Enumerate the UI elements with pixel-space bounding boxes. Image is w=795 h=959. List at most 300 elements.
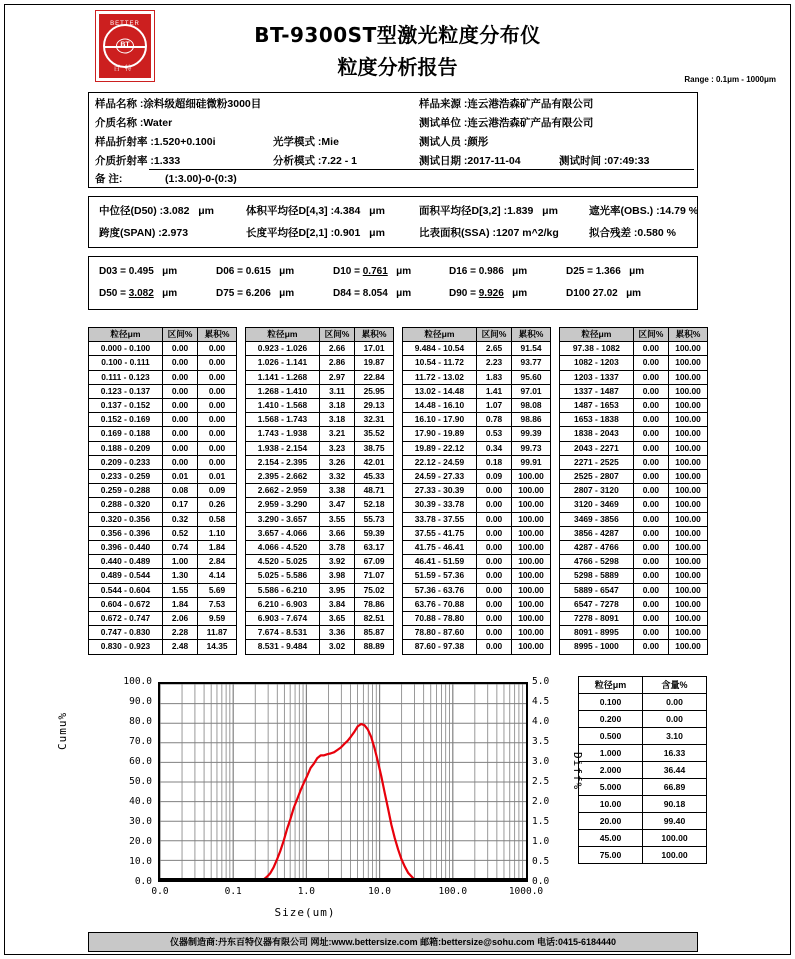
table-cell: 0.169 - 0.188 bbox=[89, 427, 163, 441]
summary-cell: 100.00 bbox=[643, 830, 707, 847]
table-header-row bbox=[89, 328, 237, 342]
table-cell: 100.00 bbox=[512, 512, 551, 526]
summary-cell: 0.100 bbox=[579, 694, 643, 711]
d84-label: D84 = bbox=[333, 288, 363, 299]
d75-label: D75 = bbox=[216, 288, 246, 299]
table-cell: 4.520 - 5.025 bbox=[246, 555, 320, 569]
column-header-cumulative: 累积% bbox=[198, 328, 237, 342]
y-tick-left: 20.0 bbox=[129, 836, 152, 847]
d10-value: 0.761 bbox=[362, 266, 388, 277]
table-cell: 55.73 bbox=[355, 512, 394, 526]
table-cell: 100.00 bbox=[512, 541, 551, 555]
d10-unit: μm bbox=[396, 266, 412, 277]
table-cell: 100.00 bbox=[512, 597, 551, 611]
table-cell: 100.00 bbox=[512, 626, 551, 640]
table-cell: 37.55 - 41.75 bbox=[403, 526, 477, 540]
table-cell: 100.00 bbox=[669, 626, 708, 640]
table-row bbox=[403, 640, 551, 654]
table-cell: 0.00 bbox=[633, 555, 668, 569]
table-cell: 0.00 bbox=[162, 427, 197, 441]
table-row bbox=[246, 569, 394, 583]
d-value-d75 bbox=[216, 285, 294, 303]
d84-value: 8.054 bbox=[362, 288, 388, 299]
table-cell: 0.00 bbox=[633, 626, 668, 640]
column-header-size: 粒径μm bbox=[246, 328, 320, 342]
table-cell: 0.137 - 0.152 bbox=[89, 399, 163, 413]
table-row bbox=[560, 612, 708, 626]
table-cell: 2.66 bbox=[319, 342, 354, 356]
test-date: 测试日期 :2017-11-04 bbox=[419, 155, 521, 167]
table-cell: 3856 - 4287 bbox=[560, 526, 634, 540]
table-cell: 63.17 bbox=[355, 541, 394, 555]
table-cell: 0.259 - 0.288 bbox=[89, 484, 163, 498]
table-row bbox=[403, 399, 551, 413]
table-row bbox=[403, 498, 551, 512]
table-cell: 19.89 - 22.12 bbox=[403, 441, 477, 455]
table-cell: 17.01 bbox=[355, 342, 394, 356]
column-header-cumulative: 累积% bbox=[355, 328, 394, 342]
table-cell: 0.00 bbox=[198, 413, 237, 427]
d84-unit: μm bbox=[396, 288, 412, 299]
d21-unit: μm bbox=[369, 227, 385, 239]
table-cell: 0.01 bbox=[162, 470, 197, 484]
table-cell: 100.00 bbox=[669, 441, 708, 455]
d90-unit: μm bbox=[512, 288, 528, 299]
table-cell: 0.000 - 0.100 bbox=[89, 342, 163, 356]
summary-cell: 66.89 bbox=[643, 779, 707, 796]
table-cell: 0.09 bbox=[476, 470, 511, 484]
table-cell: 3.55 bbox=[319, 512, 354, 526]
y-tick-left: 100.0 bbox=[123, 676, 152, 687]
table-row bbox=[89, 512, 237, 526]
remark-value: (1:3.00)-0-(0:3) bbox=[165, 173, 237, 185]
fitting-residual: 拟合残差 :0.580 % bbox=[589, 227, 676, 239]
table-cell: 1.10 bbox=[198, 526, 237, 540]
table-cell: 0.00 bbox=[162, 413, 197, 427]
table-cell: 1.410 - 1.568 bbox=[246, 399, 320, 413]
table-cell: 0.923 - 1.026 bbox=[246, 342, 320, 356]
table-cell: 42.01 bbox=[355, 455, 394, 469]
table-cell: 27.33 - 30.39 bbox=[403, 484, 477, 498]
table-cell: 1.84 bbox=[162, 597, 197, 611]
table-cell: 6.903 - 7.674 bbox=[246, 612, 320, 626]
table-cell: 32.31 bbox=[355, 413, 394, 427]
table-cell: 3.11 bbox=[319, 384, 354, 398]
table-cell: 1082 - 1203 bbox=[560, 356, 634, 370]
column-header-cumulative: 累积% bbox=[669, 328, 708, 342]
table-cell: 3.78 bbox=[319, 541, 354, 555]
summary-cell: 90.18 bbox=[643, 796, 707, 813]
table-row bbox=[560, 470, 708, 484]
table-cell: 95.60 bbox=[512, 370, 551, 384]
y-tick-right: 0.5 bbox=[532, 856, 550, 867]
table-row bbox=[560, 569, 708, 583]
table-cell: 0.00 bbox=[633, 484, 668, 498]
table-cell: 100.00 bbox=[669, 342, 708, 356]
table-cell: 5298 - 5889 bbox=[560, 569, 634, 583]
span-value: 跨度(SPAN) :2.973 bbox=[99, 227, 189, 239]
table-cell: 78.86 bbox=[355, 597, 394, 611]
table-row bbox=[246, 399, 394, 413]
table-cell: 100.00 bbox=[512, 583, 551, 597]
sample-name: 样品名称 :涂料级超细硅微粉3000目 bbox=[95, 98, 262, 110]
table-cell: 100.00 bbox=[669, 569, 708, 583]
table-cell: 2807 - 3120 bbox=[560, 484, 634, 498]
table-row bbox=[560, 484, 708, 498]
table-row bbox=[246, 555, 394, 569]
table-cell: 5.025 - 5.586 bbox=[246, 569, 320, 583]
remark-label: 备 注: bbox=[95, 173, 123, 185]
table-cell: 0.00 bbox=[476, 512, 511, 526]
table-cell: 14.35 bbox=[198, 640, 237, 654]
table-row bbox=[403, 370, 551, 384]
table-cell: 0.00 bbox=[476, 569, 511, 583]
table-row bbox=[403, 441, 551, 455]
table-row bbox=[560, 356, 708, 370]
table-cell: 0.00 bbox=[633, 526, 668, 540]
table-cell: 97.01 bbox=[512, 384, 551, 398]
table-cell: 0.440 - 0.489 bbox=[89, 555, 163, 569]
table-cell: 3.92 bbox=[319, 555, 354, 569]
table-cell: 3120 - 3469 bbox=[560, 498, 634, 512]
table-row bbox=[560, 512, 708, 526]
table-row bbox=[89, 441, 237, 455]
table-cell: 100.00 bbox=[669, 498, 708, 512]
table-cell: 1.07 bbox=[476, 399, 511, 413]
table-row bbox=[246, 370, 394, 384]
table-cell: 9.484 - 10.54 bbox=[403, 342, 477, 356]
summary-row bbox=[579, 796, 707, 813]
table-cell: 1.55 bbox=[162, 583, 197, 597]
logo-top-text: BETTER bbox=[110, 21, 140, 27]
d25-unit: μm bbox=[629, 266, 645, 277]
table-cell: 1.00 bbox=[162, 555, 197, 569]
summary-cell: 5.000 bbox=[579, 779, 643, 796]
table-cell: 0.00 bbox=[162, 399, 197, 413]
table-cell: 2043 - 2271 bbox=[560, 441, 634, 455]
column-header-size: 粒径μm bbox=[89, 328, 163, 342]
table-cell: 3.66 bbox=[319, 526, 354, 540]
median-diameter-d50 bbox=[99, 202, 214, 220]
table-row bbox=[560, 583, 708, 597]
table-cell: 0.00 bbox=[633, 413, 668, 427]
table-cell: 78.80 - 87.60 bbox=[403, 626, 477, 640]
d50-unit2: μm bbox=[162, 288, 178, 299]
d100-unit: μm bbox=[626, 288, 642, 299]
table-cell: 0.00 bbox=[162, 455, 197, 469]
summary-cell: 16.33 bbox=[643, 745, 707, 762]
table-cell: 13.02 - 14.48 bbox=[403, 384, 477, 398]
summary-header-content: 含量% bbox=[643, 677, 707, 694]
summary-cell: 2.000 bbox=[579, 762, 643, 779]
table-cell: 82.51 bbox=[355, 612, 394, 626]
table-cell: 100.00 bbox=[669, 640, 708, 654]
table-cell: 0.17 bbox=[162, 498, 197, 512]
table-cell: 0.00 bbox=[162, 441, 197, 455]
d43-unit: μm bbox=[369, 205, 385, 217]
d50-unit: μm bbox=[198, 205, 214, 217]
summary-cell: 45.00 bbox=[579, 830, 643, 847]
medium-name: 介质名称 :Water bbox=[95, 117, 173, 129]
table-cell: 100.00 bbox=[669, 597, 708, 611]
table-cell: 3.21 bbox=[319, 427, 354, 441]
table-row bbox=[89, 356, 237, 370]
table-row bbox=[89, 612, 237, 626]
table-row bbox=[246, 427, 394, 441]
table-cell: 22.84 bbox=[355, 370, 394, 384]
table-cell: 57.36 - 63.76 bbox=[403, 583, 477, 597]
table-cell: 100.00 bbox=[669, 399, 708, 413]
table-cell: 1203 - 1337 bbox=[560, 370, 634, 384]
table-cell: 0.00 bbox=[633, 597, 668, 611]
table-cell: 88.89 bbox=[355, 640, 394, 654]
table-cell: 100.00 bbox=[669, 583, 708, 597]
table-cell: 0.34 bbox=[476, 441, 511, 455]
d75-unit: μm bbox=[279, 288, 295, 299]
y-tick-left: 0.0 bbox=[134, 876, 152, 887]
table-cell: 35.52 bbox=[355, 427, 394, 441]
table-row bbox=[403, 413, 551, 427]
table-cell: 2.84 bbox=[198, 555, 237, 569]
table-cell: 1.938 - 2.154 bbox=[246, 441, 320, 455]
table-cell: 0.00 bbox=[198, 427, 237, 441]
table-row bbox=[246, 583, 394, 597]
column-header-interval: 区间% bbox=[476, 328, 511, 342]
distribution-table-4 bbox=[559, 327, 708, 655]
table-cell: 11.72 - 13.02 bbox=[403, 370, 477, 384]
x-tick: 0.1 bbox=[224, 886, 242, 897]
summary-cell: 75.00 bbox=[579, 847, 643, 864]
report-title-line1: BT-9300ST型激光粒度分布仪 bbox=[254, 23, 541, 47]
table-cell: 0.00 bbox=[198, 399, 237, 413]
table-cell: 100.00 bbox=[669, 526, 708, 540]
table-cell: 24.59 - 27.33 bbox=[403, 470, 477, 484]
summary-table bbox=[578, 676, 707, 864]
table-cell: 91.54 bbox=[512, 342, 551, 356]
summary-row bbox=[579, 694, 707, 711]
table-cell: 3.657 - 4.066 bbox=[246, 526, 320, 540]
table-cell: 1487 - 1653 bbox=[560, 399, 634, 413]
table-cell: 59.39 bbox=[355, 526, 394, 540]
table-cell: 0.00 bbox=[633, 612, 668, 626]
x-tick: 100.0 bbox=[438, 886, 468, 897]
table-cell: 93.77 bbox=[512, 356, 551, 370]
d100-label: D100 bbox=[566, 288, 593, 299]
d-value-d03 bbox=[99, 263, 177, 281]
table-cell: 0.00 bbox=[633, 342, 668, 356]
table-cell: 100.00 bbox=[669, 384, 708, 398]
table-cell: 3.23 bbox=[319, 441, 354, 455]
table-row bbox=[403, 526, 551, 540]
table-cell: 2.48 bbox=[162, 640, 197, 654]
table-cell: 0.53 bbox=[476, 427, 511, 441]
table-row bbox=[403, 470, 551, 484]
table-row bbox=[246, 612, 394, 626]
table-cell: 46.41 - 51.59 bbox=[403, 555, 477, 569]
table-cell: 25.95 bbox=[355, 384, 394, 398]
table-cell: 0.32 bbox=[162, 512, 197, 526]
table-row bbox=[246, 455, 394, 469]
table-cell: 3.18 bbox=[319, 413, 354, 427]
table-cell: 1.268 - 1.410 bbox=[246, 384, 320, 398]
table-cell: 52.18 bbox=[355, 498, 394, 512]
optical-model: 光学模式 :Mie bbox=[273, 136, 339, 148]
y-tick-left: 60.0 bbox=[129, 756, 152, 767]
table-cell: 100.00 bbox=[669, 555, 708, 569]
table-cell: 0.489 - 0.544 bbox=[89, 569, 163, 583]
table-cell: 100.00 bbox=[669, 413, 708, 427]
column-header-interval: 区间% bbox=[319, 328, 354, 342]
table-row bbox=[246, 498, 394, 512]
table-cell: 2271 - 2525 bbox=[560, 455, 634, 469]
table-cell: 1.41 bbox=[476, 384, 511, 398]
summary-row bbox=[579, 745, 707, 762]
y-tick-right: 5.0 bbox=[532, 676, 550, 687]
x-tick: 10.0 bbox=[368, 886, 392, 897]
table-cell: 1.026 - 1.141 bbox=[246, 356, 320, 370]
summary-cell: 3.10 bbox=[643, 728, 707, 745]
table-cell: 5.586 - 6.210 bbox=[246, 583, 320, 597]
table-cell: 100.00 bbox=[669, 356, 708, 370]
table-cell: 3.84 bbox=[319, 597, 354, 611]
table-cell: 99.91 bbox=[512, 455, 551, 469]
table-row bbox=[403, 597, 551, 611]
table-cell: 2.86 bbox=[319, 356, 354, 370]
tester-name: 测试人员 :颜彤 bbox=[419, 136, 489, 148]
table-cell: 0.00 bbox=[162, 370, 197, 384]
distribution-tables bbox=[88, 327, 708, 655]
y-tick-right: 0.0 bbox=[532, 876, 550, 887]
d16-value: 0.986 bbox=[478, 266, 504, 277]
table-row bbox=[403, 455, 551, 469]
table-cell: 0.09 bbox=[198, 484, 237, 498]
table-cell: 0.26 bbox=[198, 498, 237, 512]
y-tick-right: 4.0 bbox=[532, 716, 550, 727]
table-row bbox=[403, 569, 551, 583]
table-cell: 2.23 bbox=[476, 356, 511, 370]
summary-cell: 0.00 bbox=[643, 711, 707, 728]
table-cell: 4.066 - 4.520 bbox=[246, 541, 320, 555]
table-cell: 100.00 bbox=[669, 612, 708, 626]
table-cell: 100.00 bbox=[512, 484, 551, 498]
y-tick-right: 3.0 bbox=[532, 756, 550, 767]
analysis-model: 分析模式 :7.22 - 1 bbox=[273, 155, 358, 167]
summary-cell: 0.500 bbox=[579, 728, 643, 745]
table-cell: 3.02 bbox=[319, 640, 354, 654]
table-row bbox=[403, 583, 551, 597]
table-row bbox=[246, 356, 394, 370]
column-header-size: 粒径μm bbox=[560, 328, 634, 342]
table-cell: 0.00 bbox=[633, 455, 668, 469]
table-row bbox=[89, 498, 237, 512]
table-cell: 3.47 bbox=[319, 498, 354, 512]
table-cell: 8995 - 1000 bbox=[560, 640, 634, 654]
y-tick-left: 50.0 bbox=[129, 776, 152, 787]
table-cell: 3.290 - 3.657 bbox=[246, 512, 320, 526]
d50-value: 3.082 bbox=[128, 288, 154, 299]
d10-label: D10 = bbox=[333, 266, 363, 277]
table-header-row bbox=[560, 328, 708, 342]
sample-refractive-index: 样品折射率 :1.520+0.100i bbox=[95, 136, 216, 148]
table-row bbox=[246, 470, 394, 484]
table-row bbox=[560, 384, 708, 398]
table-row bbox=[89, 597, 237, 611]
table-row bbox=[560, 455, 708, 469]
table-cell: 0.58 bbox=[198, 512, 237, 526]
table-cell: 0.356 - 0.396 bbox=[89, 526, 163, 540]
summary-cell: 0.00 bbox=[643, 694, 707, 711]
table-cell: 3.36 bbox=[319, 626, 354, 640]
table-cell: 0.100 - 0.111 bbox=[89, 356, 163, 370]
table-row bbox=[89, 370, 237, 384]
table-cell: 0.00 bbox=[198, 384, 237, 398]
table-cell: 100.00 bbox=[669, 427, 708, 441]
d90-label: D90 = bbox=[449, 288, 479, 299]
table-row bbox=[246, 526, 394, 540]
table-cell: 1653 - 1838 bbox=[560, 413, 634, 427]
table-row bbox=[560, 597, 708, 611]
logo-bottom-text: 百特 bbox=[113, 65, 137, 72]
table-cell: 100.00 bbox=[512, 640, 551, 654]
table-cell: 16.10 - 17.90 bbox=[403, 413, 477, 427]
table-cell: 0.78 bbox=[476, 413, 511, 427]
table-row bbox=[89, 569, 237, 583]
d06-value: 0.615 bbox=[245, 266, 271, 277]
x-tick: 0.0 bbox=[151, 886, 169, 897]
table-cell: 0.830 - 0.923 bbox=[89, 640, 163, 654]
table-cell: 0.209 - 0.233 bbox=[89, 455, 163, 469]
table-cell: 0.00 bbox=[476, 541, 511, 555]
table-cell: 0.00 bbox=[198, 370, 237, 384]
table-cell: 2.662 - 2.959 bbox=[246, 484, 320, 498]
table-cell: 98.86 bbox=[512, 413, 551, 427]
table-row bbox=[560, 498, 708, 512]
summary-header-row bbox=[579, 677, 707, 694]
y-tick-right: 4.5 bbox=[532, 696, 550, 707]
table-cell: 99.73 bbox=[512, 441, 551, 455]
table-row bbox=[246, 640, 394, 654]
table-cell: 6547 - 7278 bbox=[560, 597, 634, 611]
table-row bbox=[246, 597, 394, 611]
table-cell: 0.00 bbox=[476, 484, 511, 498]
table-cell: 17.90 - 19.89 bbox=[403, 427, 477, 441]
table-row bbox=[89, 555, 237, 569]
summary-cell: 99.40 bbox=[643, 813, 707, 830]
table-row bbox=[403, 342, 551, 356]
chart-svg bbox=[160, 684, 526, 880]
table-cell: 0.00 bbox=[633, 370, 668, 384]
table-cell: 0.00 bbox=[633, 399, 668, 413]
distribution-table-2 bbox=[245, 327, 394, 655]
x-tick: 1.0 bbox=[297, 886, 315, 897]
table-cell: 100.00 bbox=[512, 555, 551, 569]
d-value-d100 bbox=[566, 285, 641, 303]
table-cell: 2525 - 2807 bbox=[560, 470, 634, 484]
table-cell: 0.288 - 0.320 bbox=[89, 498, 163, 512]
table-cell: 0.00 bbox=[476, 555, 511, 569]
table-cell: 51.59 - 57.36 bbox=[403, 569, 477, 583]
table-cell: 3.98 bbox=[319, 569, 354, 583]
table-cell: 0.00 bbox=[633, 470, 668, 484]
table-row bbox=[246, 384, 394, 398]
table-cell: 0.00 bbox=[633, 427, 668, 441]
table-row bbox=[403, 626, 551, 640]
table-cell: 0.672 - 0.747 bbox=[89, 612, 163, 626]
table-row bbox=[246, 626, 394, 640]
table-cell: 4766 - 5298 bbox=[560, 555, 634, 569]
table-cell: 0.01 bbox=[198, 470, 237, 484]
logo-center-text: BT bbox=[116, 39, 134, 54]
